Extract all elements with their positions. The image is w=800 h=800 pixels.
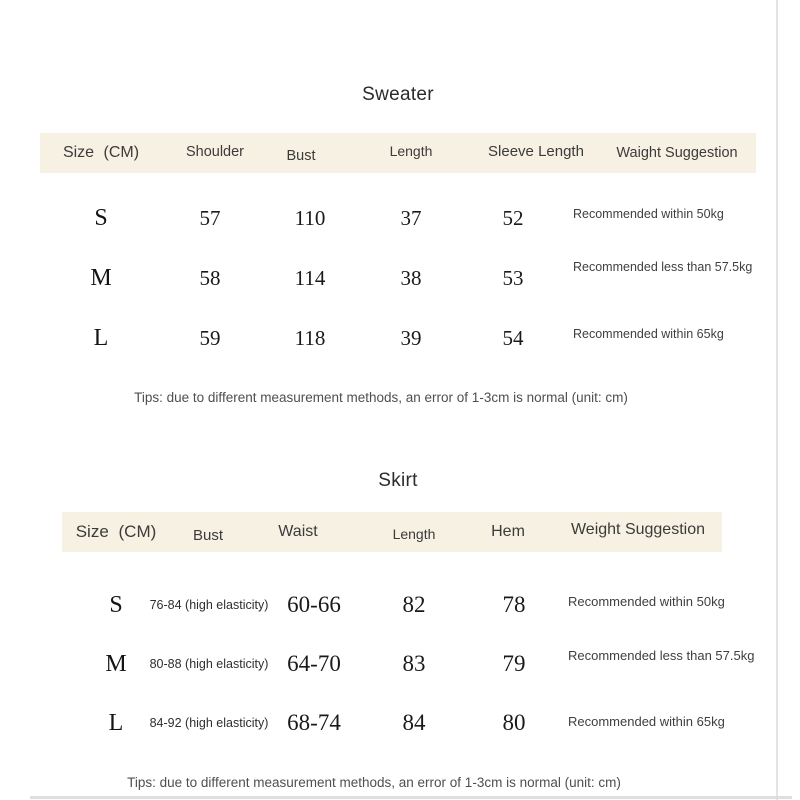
length-value: 84 [402, 710, 426, 735]
sweater-header-row [40, 133, 756, 173]
bottom-edge-rule [30, 796, 792, 799]
weight-suggestion: Recommended within 65kg [573, 327, 724, 341]
skirt-header-bust: Bust [192, 526, 223, 544]
hem-value: 78 [502, 592, 526, 617]
size-value: L [108, 709, 124, 736]
sweater-header-bust: Bust [286, 148, 316, 164]
bust-value: 84-92 (high elasticity) [149, 716, 269, 730]
hem-value: 79 [502, 651, 526, 676]
weight-suggestion: Recommended within 50kg [568, 593, 725, 609]
weight-suggestion: Recommended within 50kg [573, 207, 724, 221]
size-value: M [90, 264, 112, 291]
sweater-header-length: Length [389, 143, 433, 159]
length-value: 38 [400, 265, 422, 290]
skirt-header-hem: Hem [491, 523, 525, 540]
sweater-tips-note: Tips: due to different measurement methods, an error of 1-3cm is normal (unit: cm) [134, 390, 628, 405]
skirt-header-weight-suggestion: Weight Suggestion [570, 521, 705, 538]
weight-suggestion: Recommended less than 57.5kg [568, 647, 755, 663]
table-row [62, 634, 755, 694]
skirt-section-title: Skirt [378, 470, 418, 491]
right-edge-rule [776, 0, 778, 800]
sleeve-length-value: 52 [502, 205, 524, 230]
table-row [40, 248, 756, 308]
waist-value: 68-74 [287, 710, 341, 735]
skirt-tips-note: Tips: due to different measurement methods, an error of 1-3cm is normal (unit: cm) [127, 775, 621, 790]
sweater-header-sleeve-length: Sleeve Length [488, 142, 584, 160]
weight-suggestion: Recommended within 65kg [568, 713, 725, 729]
size-value: L [93, 324, 109, 351]
length-value: 37 [400, 205, 422, 230]
waist-value: 64-70 [287, 651, 341, 676]
size-value: M [105, 650, 127, 677]
hem-value: 80 [502, 710, 526, 735]
waist-value: 60-66 [287, 592, 341, 617]
sweater-header-shoulder: Shoulder [185, 144, 245, 160]
sweater-header-size: Size (CM) [62, 144, 140, 161]
bust-value: 118 [294, 325, 326, 350]
skirt-header-size: Size (CM) [75, 522, 157, 541]
sleeve-length-value: 54 [502, 325, 524, 350]
shoulder-value: 59 [199, 325, 221, 350]
bust-value: 110 [294, 205, 326, 230]
table-row [62, 693, 725, 753]
sleeve-length-value: 53 [502, 265, 524, 290]
skirt-header-row [62, 512, 722, 552]
size-value: S [94, 204, 108, 231]
sweater-section-title: Sweater [362, 84, 434, 105]
skirt-header-waist: Waist [278, 523, 318, 540]
length-value: 39 [400, 325, 422, 350]
weight-suggestion: Recommended less than 57.5kg [573, 260, 753, 274]
sweater-header-weight-suggestion: Waight Suggestion [616, 145, 738, 161]
size-value: S [109, 591, 123, 618]
bust-value: 114 [294, 265, 326, 290]
bust-value: 76-84 (high elasticity) [149, 598, 269, 612]
length-value: 83 [402, 651, 426, 676]
bust-value: 80-88 (high elasticity) [149, 657, 269, 671]
skirt-header-length: Length [392, 526, 436, 542]
length-value: 82 [402, 592, 426, 617]
table-row [40, 308, 756, 368]
shoulder-value: 57 [199, 205, 221, 230]
shoulder-value: 58 [199, 265, 221, 290]
